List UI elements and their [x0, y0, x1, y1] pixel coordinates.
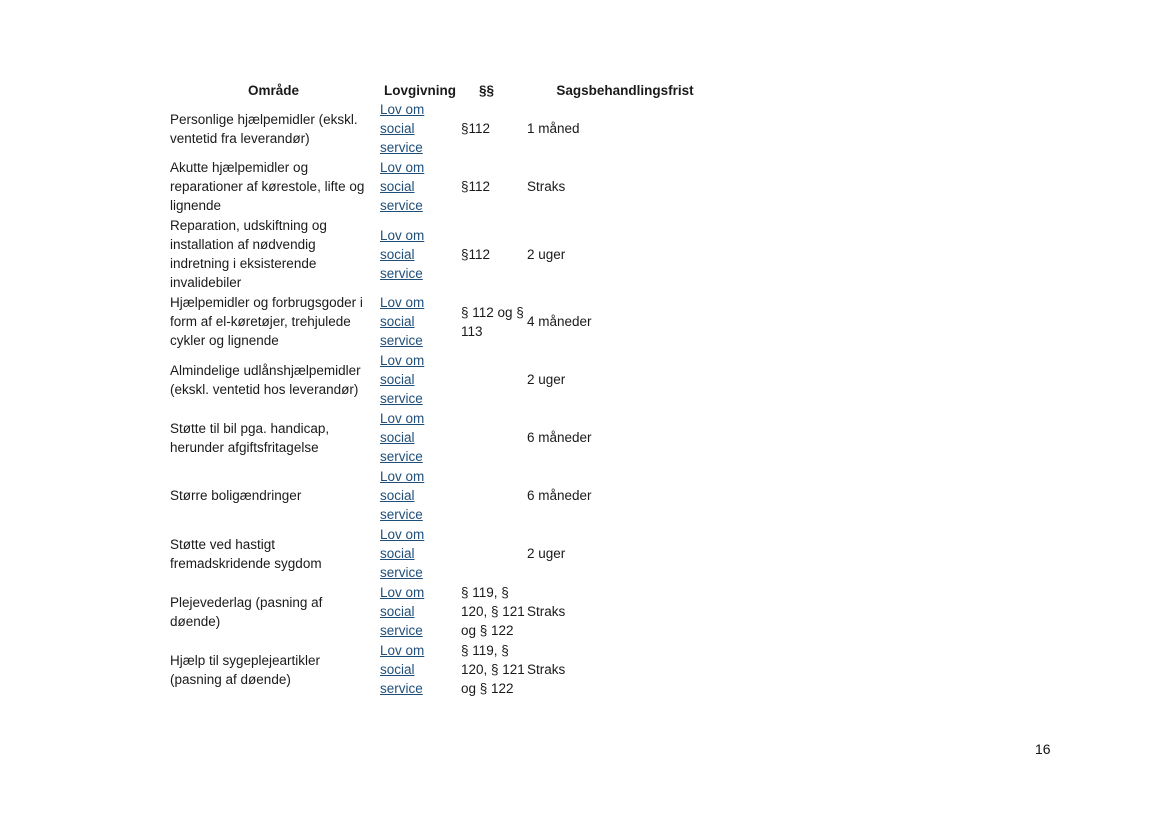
deadlines-table-container — [168, 80, 773, 699]
cell-legislation — [379, 467, 461, 525]
header-sections: §§ — [479, 82, 495, 98]
page-number: 16 — [1035, 741, 1051, 757]
legislation-link[interactable]: Lov om social service — [380, 102, 425, 155]
legislation-link[interactable]: Lov om social service — [380, 353, 425, 406]
cell-legislation — [379, 351, 461, 409]
cell-legislation — [379, 525, 461, 583]
cell-area: Plejevederlag (pasning af døende) — [170, 594, 323, 629]
cell-area: Hjælp til sygeplejeartikler (pasning af døende) — [170, 652, 321, 687]
cell-deadline: 6 måneder — [527, 488, 592, 503]
cell-legislation — [379, 409, 461, 467]
table-row — [168, 525, 773, 583]
table-row — [168, 641, 773, 699]
cell-legislation — [379, 100, 461, 158]
header-legislation: Lovgivning — [384, 82, 456, 98]
header-area: Område — [247, 82, 300, 98]
table-row — [168, 467, 773, 525]
cell-legislation — [379, 641, 461, 699]
cell-area: Akutte hjælpemidler og reparationer af kørestole, lifte og lignende — [170, 160, 365, 213]
cell-area: Reparation, udskiftning og installation af nødvendig indretning i eksisterende invalidebiler — [170, 218, 327, 290]
cell-sections — [461, 409, 527, 467]
table-row — [168, 351, 773, 409]
cell-area: Støtte til bil pga. handicap, herunder afgiftsfritagelse — [170, 420, 330, 455]
cell-legislation — [379, 583, 461, 641]
cell-sections: §112 — [461, 179, 491, 194]
table-row — [168, 158, 773, 216]
legislation-link[interactable]: Lov om social service — [380, 227, 425, 281]
cell-sections — [461, 467, 527, 525]
cell-sections: § 119, § 120, § 121 og § 122 — [461, 643, 525, 696]
cell-area: Hjælpemidler og forbrugsgoder i form af el-køretøjer, trehjulede cykler og lignende — [170, 295, 363, 348]
cell-deadline: 2 uger — [527, 246, 566, 262]
table-row — [168, 293, 773, 351]
cell-legislation — [379, 216, 461, 293]
cell-sections: § 119, § 120, § 121 og § 122 — [461, 585, 525, 638]
cell-deadline: Straks — [527, 179, 566, 194]
cell-deadline: Straks — [527, 604, 566, 619]
legislation-link[interactable]: Lov om social service — [380, 160, 425, 213]
cell-sections: § 112 og § 113 — [461, 304, 524, 339]
cell-area: Personlige hjælpemidler (ekskl. ventetid fra leverandør) — [170, 111, 358, 146]
legislation-link[interactable]: Lov om social service — [380, 527, 425, 580]
cell-legislation — [379, 158, 461, 216]
legislation-link[interactable]: Lov om social service — [380, 585, 425, 638]
cell-area: Støtte ved hastigt fremadskridende sygdom — [170, 536, 322, 571]
cell-sections — [461, 351, 527, 409]
legislation-link[interactable]: Lov om social service — [380, 411, 425, 464]
table-row — [168, 583, 773, 641]
cell-sections — [461, 525, 527, 583]
deadlines-table — [168, 80, 773, 699]
cell-deadline: 6 måneder — [527, 430, 592, 445]
cell-area: Almindelige udlånshjælpemidler (ekskl. ventetid hos leverandør) — [170, 362, 361, 397]
cell-sections: §112 — [461, 246, 491, 262]
cell-deadline: 1 måned — [527, 121, 580, 136]
legislation-link[interactable]: Lov om social service — [380, 295, 425, 348]
table-row — [168, 409, 773, 467]
cell-deadline: 2 uger — [527, 546, 566, 561]
header-deadline: Sagsbehandlingsfrist — [556, 82, 694, 98]
cell-area: Større boligændringer — [170, 488, 302, 503]
legislation-link[interactable]: Lov om social service — [380, 643, 425, 696]
table-header-row — [168, 80, 773, 100]
table-row — [168, 100, 773, 158]
cell-legislation — [379, 293, 461, 351]
table-row — [168, 216, 773, 293]
cell-deadline: Straks — [527, 662, 566, 677]
cell-deadline: 2 uger — [527, 372, 566, 387]
cell-deadline: 4 måneder — [527, 314, 592, 329]
legislation-link[interactable]: Lov om social service — [380, 469, 425, 522]
cell-sections: §112 — [461, 121, 491, 136]
